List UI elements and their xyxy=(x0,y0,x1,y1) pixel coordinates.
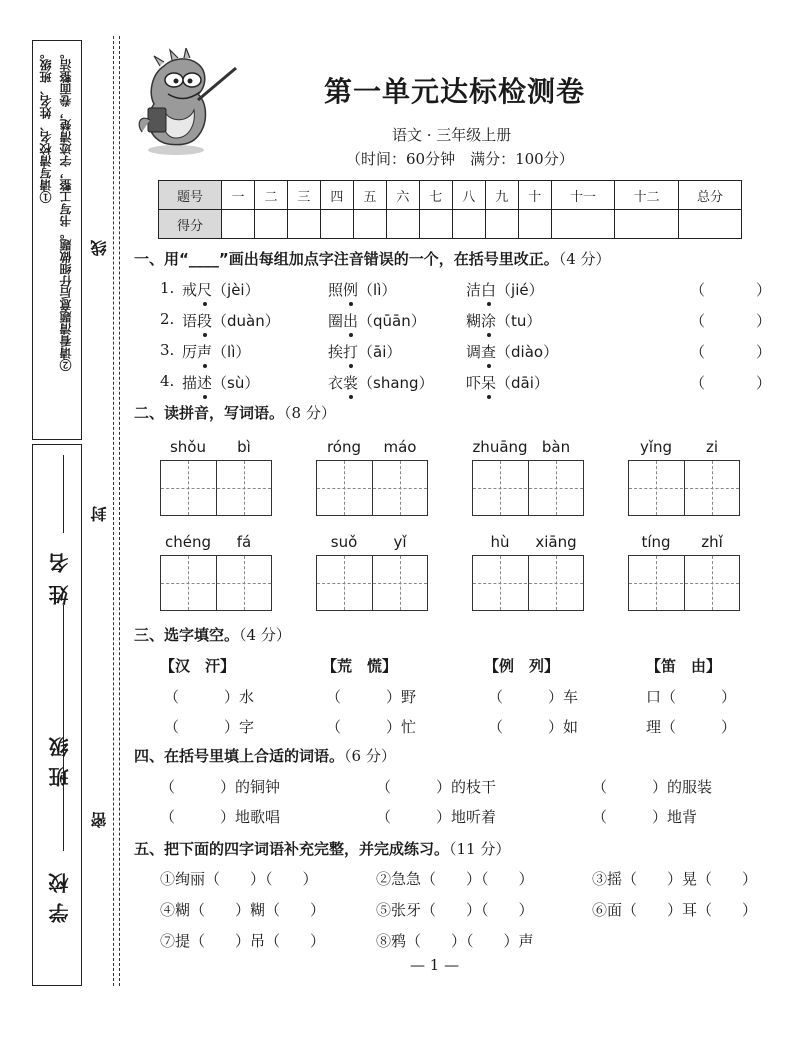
grid-guide-line xyxy=(244,556,245,610)
idiom-item[interactable]: ②急急（ ）（ ） xyxy=(376,870,534,888)
grid-guide-line xyxy=(656,556,657,610)
dotted-char: 涂 xyxy=(481,312,497,330)
name-label: 姓名 xyxy=(48,541,72,605)
tianzige-writing-box[interactable] xyxy=(160,460,272,516)
score-col: 五 xyxy=(353,181,386,210)
word-with-pinyin xyxy=(182,310,280,331)
section-2-title xyxy=(134,402,336,423)
fill-word-item[interactable]: （ ）的铜钟 xyxy=(160,778,281,796)
score-value-row xyxy=(159,210,742,239)
idiom-item[interactable]: ④糊（ ）糊（ ） xyxy=(160,901,326,919)
pinyin-note: （shang） xyxy=(358,374,434,392)
item-number: 4. xyxy=(160,372,175,390)
tianzige-writing-box[interactable] xyxy=(316,555,428,611)
tianzige-writing-box[interactable] xyxy=(472,555,584,611)
word-with-pinyin xyxy=(182,279,260,300)
student-info-box xyxy=(32,444,82,986)
fill-blank-item[interactable]: （ ）字 xyxy=(164,718,255,736)
score-table xyxy=(158,180,742,239)
score-col: 九 xyxy=(485,181,518,210)
word-with-pinyin xyxy=(328,279,396,300)
answer-paren-left: （ xyxy=(690,374,706,392)
section-1-points: （4 分） xyxy=(558,250,611,268)
page-number: — 1 — xyxy=(410,956,460,974)
section-3-text: 三、选字填空。 xyxy=(134,626,240,644)
tianzige-writing-box[interactable] xyxy=(472,460,584,516)
grid-guide-line xyxy=(473,488,583,489)
char: 圈 xyxy=(328,312,344,330)
grid-guide-line xyxy=(317,583,427,584)
score-col: 一 xyxy=(222,181,255,210)
answer-blank[interactable] xyxy=(706,341,756,361)
char-choice-pair: 【笛 由】 xyxy=(646,657,722,675)
score-cell-total[interactable] xyxy=(679,210,742,239)
item-number: 3. xyxy=(160,341,175,359)
char: 戒 xyxy=(182,281,198,299)
score-cell[interactable] xyxy=(518,210,551,239)
idiom-item[interactable]: ⑧鸦（ ）（ ）声 xyxy=(376,932,534,950)
fill-blank-item[interactable]: （ ）野 xyxy=(326,688,417,706)
mark-mi: 密 xyxy=(90,812,109,828)
pinyin: zhuāng xyxy=(472,438,528,456)
score-header-row xyxy=(159,181,742,210)
pinyin: suǒ xyxy=(330,533,358,551)
section-4-text: 四、在括号里填上合适的词语。 xyxy=(134,747,345,765)
score-cell[interactable] xyxy=(386,210,419,239)
tianzige-writing-box[interactable] xyxy=(628,555,740,611)
grid-guide-line xyxy=(317,488,427,489)
pinyin-note: （tu） xyxy=(496,312,542,330)
section-4-title xyxy=(134,745,396,766)
answer-paren-right: ） xyxy=(756,281,772,299)
fill-blank-item[interactable]: 理（ ） xyxy=(646,718,737,736)
dinosaur-teacher-illustration xyxy=(138,48,240,156)
answer-paren-right: ） xyxy=(756,374,772,392)
answer-blank[interactable] xyxy=(706,310,756,330)
score-row2-label: 得分 xyxy=(159,210,222,239)
score-cell[interactable] xyxy=(419,210,452,239)
mark-xian: 线 xyxy=(90,240,109,256)
pinyin: chéng xyxy=(164,533,211,551)
idiom-item[interactable]: ⑤张牙（ ）（ ） xyxy=(376,901,534,919)
char: 挨 xyxy=(328,343,344,361)
dotted-char: 尺 xyxy=(197,281,213,299)
grid-guide-line xyxy=(500,556,501,610)
word-with-pinyin xyxy=(182,372,259,393)
section-4-points: （6 分） xyxy=(344,747,396,765)
exam-info: （时间：60分钟 满分：100分） xyxy=(346,150,574,168)
grid-guide-line xyxy=(400,461,401,515)
pinyin-note: （jèi） xyxy=(212,281,260,299)
section-5-points: （11 分） xyxy=(449,840,511,858)
word-with-pinyin xyxy=(466,310,541,331)
grid-guide-line xyxy=(188,461,189,515)
score-cell[interactable] xyxy=(353,210,386,239)
dotted-char: 述 xyxy=(197,374,213,392)
char: 描 xyxy=(182,374,198,392)
fill-word-item[interactable]: （ ）地听着 xyxy=(376,808,497,826)
word-with-pinyin xyxy=(328,310,426,331)
dotted-char: 例 xyxy=(343,281,359,299)
score-cell[interactable] xyxy=(551,210,615,239)
grid-guide-line xyxy=(556,461,557,515)
score-col: 三 xyxy=(287,181,320,210)
grid-guide-line xyxy=(473,583,583,584)
pinyin: máo xyxy=(383,438,417,456)
score-col: 二 xyxy=(254,181,287,210)
pinyin-note: （lì） xyxy=(212,343,251,361)
word-with-pinyin xyxy=(466,372,549,393)
dotted-char: 裳 xyxy=(343,374,359,392)
pinyin: hù xyxy=(490,533,510,551)
idiom-item[interactable]: ③摇（ ）晃（ ） xyxy=(592,870,758,888)
char: 洁 xyxy=(466,281,482,299)
pinyin-note: （jié） xyxy=(496,281,544,299)
pinyin: bàn xyxy=(541,438,571,456)
char-choice-pair: 【例 列】 xyxy=(484,657,560,675)
answer-paren-right: ） xyxy=(756,312,772,330)
fill-word-item[interactable]: （ ）地歌唱 xyxy=(160,808,281,826)
pinyin-note: （duàn） xyxy=(212,312,280,330)
fill-blank-item[interactable]: （ ）忙 xyxy=(326,718,417,736)
char: 照 xyxy=(328,281,344,299)
section-5-text: 五、把下面的四字词语补充完整，并完成练习。 xyxy=(134,840,450,858)
fill-blank-item[interactable]: 口（ ） xyxy=(646,688,737,706)
score-cell[interactable] xyxy=(485,210,518,239)
word-with-pinyin xyxy=(466,279,544,300)
page-title: 第一单元达标检测卷 xyxy=(324,75,586,108)
idiom-item[interactable]: ⑦提（ ）吊（ ） xyxy=(160,932,326,950)
score-col: 四 xyxy=(320,181,353,210)
score-cell[interactable] xyxy=(222,210,255,239)
char-choice-pair: 【汉 汗】 xyxy=(160,657,236,675)
note-2: ②请看清题意后仔细做题。书写工整，字迹清楚，卷面整洁。 xyxy=(59,47,73,371)
fill-word-item[interactable]: （ ）的枝干 xyxy=(376,778,497,796)
cut-line-2 xyxy=(119,36,120,986)
item-number: 1. xyxy=(160,279,175,297)
note-1: ①请写清校名、姓名、班级。 xyxy=(39,47,53,203)
grid-guide-line xyxy=(161,488,271,489)
section-5-title xyxy=(134,838,510,859)
mark-feng: 封 xyxy=(90,506,109,522)
class-field[interactable] xyxy=(63,605,64,717)
score-cell[interactable] xyxy=(452,210,485,239)
idiom-item[interactable]: ⑥面（ ）耳（ ） xyxy=(592,901,758,919)
score-col: 八 xyxy=(452,181,485,210)
pinyin-note: （sù） xyxy=(212,374,260,392)
school-label: 学校 xyxy=(48,863,72,923)
score-col-total: 总分 xyxy=(679,181,742,210)
pinyin: yǐ xyxy=(393,533,407,551)
score-cell[interactable] xyxy=(254,210,287,239)
grid-guide-line xyxy=(712,556,713,610)
score-cell[interactable] xyxy=(287,210,320,239)
pinyin-note: （qūān） xyxy=(358,312,426,330)
grid-guide-line xyxy=(188,556,189,610)
dotted-char: 呆 xyxy=(481,374,497,392)
pinyin-note: （diào） xyxy=(496,343,559,361)
pinyin: shǒu xyxy=(169,438,206,456)
dotted-char: 出 xyxy=(343,312,359,330)
pinyin: yǐng xyxy=(639,438,673,456)
answer-blank[interactable] xyxy=(706,279,756,299)
grid-guide-line xyxy=(400,556,401,610)
pinyin-note: （āi） xyxy=(358,343,402,361)
score-col: 十一 xyxy=(551,181,615,210)
section-1-text: 一、用“____”画出每组加点字注音错误的一个，在括号里改正。 xyxy=(134,250,559,268)
answer-blank[interactable] xyxy=(706,372,756,392)
score-cell[interactable] xyxy=(615,210,679,239)
answer-paren-right: ） xyxy=(756,343,772,361)
char: 吓 xyxy=(466,374,482,392)
section-1-title xyxy=(134,248,611,269)
fill-blank-item[interactable]: （ ）车 xyxy=(488,688,579,706)
grid-guide-line xyxy=(344,556,345,610)
tianzige-writing-box[interactable] xyxy=(316,460,428,516)
answer-paren-left: （ xyxy=(690,312,706,330)
dotted-char: 查 xyxy=(481,343,497,361)
pinyin: bì xyxy=(237,438,251,456)
grid-guide-line xyxy=(500,461,501,515)
grid-guide-line xyxy=(629,583,739,584)
word-with-pinyin xyxy=(182,341,250,362)
grid-guide-line xyxy=(344,461,345,515)
dotted-char: 段 xyxy=(197,312,213,330)
char: 糊 xyxy=(466,312,482,330)
score-row1-label: 题号 xyxy=(159,181,222,210)
word-with-pinyin xyxy=(328,372,434,393)
tianzige-writing-box[interactable] xyxy=(160,555,272,611)
score-col: 六 xyxy=(386,181,419,210)
section-2-points: （8 分） xyxy=(284,404,336,422)
grid-guide-line xyxy=(556,556,557,610)
pinyin: róng xyxy=(326,438,362,456)
fill-blank-item[interactable]: （ ）水 xyxy=(164,688,255,706)
dotted-char: 声 xyxy=(197,343,213,361)
char-choice-pair: 【荒 慌】 xyxy=(322,657,398,675)
cut-line xyxy=(113,36,114,986)
grid-guide-line xyxy=(712,461,713,515)
pinyin: tíng xyxy=(641,533,671,551)
score-col: 十 xyxy=(518,181,551,210)
subject-line: 语文 · 三年级上册 xyxy=(392,126,512,144)
score-cell[interactable] xyxy=(320,210,353,239)
pinyin: fá xyxy=(236,533,252,551)
grid-guide-line xyxy=(161,583,271,584)
dotted-char: 打 xyxy=(343,343,359,361)
grid-guide-line xyxy=(656,461,657,515)
fill-word-item[interactable]: （ ）地背 xyxy=(592,808,698,826)
fill-blank-item[interactable]: （ ）如 xyxy=(488,718,579,736)
class-label: 班级 xyxy=(48,727,72,787)
char: 语 xyxy=(182,312,198,330)
word-with-pinyin xyxy=(328,341,401,362)
notes-box xyxy=(32,40,82,440)
word-with-pinyin xyxy=(466,341,558,362)
name-field[interactable] xyxy=(63,455,64,533)
section-2-text: 二、读拼音，写词语。 xyxy=(134,404,285,422)
pinyin: zhǐ xyxy=(701,533,723,551)
score-col: 十二 xyxy=(615,181,679,210)
answer-paren-left: （ xyxy=(690,281,706,299)
tianzige-writing-box[interactable] xyxy=(628,460,740,516)
item-number: 2. xyxy=(160,310,175,328)
dotted-char: 白 xyxy=(481,281,497,299)
pinyin: xiāng xyxy=(535,533,577,551)
grid-guide-line xyxy=(244,461,245,515)
pinyin: zi xyxy=(705,438,719,456)
score-col: 七 xyxy=(419,181,452,210)
section-3-title xyxy=(134,624,291,645)
grid-guide-line xyxy=(629,488,739,489)
char: 厉 xyxy=(182,343,198,361)
char: 调 xyxy=(466,343,482,361)
char: 衣 xyxy=(328,374,344,392)
pinyin-note: （dāi） xyxy=(496,374,549,392)
pinyin-note: （lì） xyxy=(358,281,397,299)
section-3-points: （4 分） xyxy=(239,626,291,644)
fill-word-item[interactable]: （ ）的服装 xyxy=(592,778,713,796)
idiom-item[interactable]: ①绚丽（ ）（ ） xyxy=(160,870,318,888)
answer-paren-left: （ xyxy=(690,343,706,361)
